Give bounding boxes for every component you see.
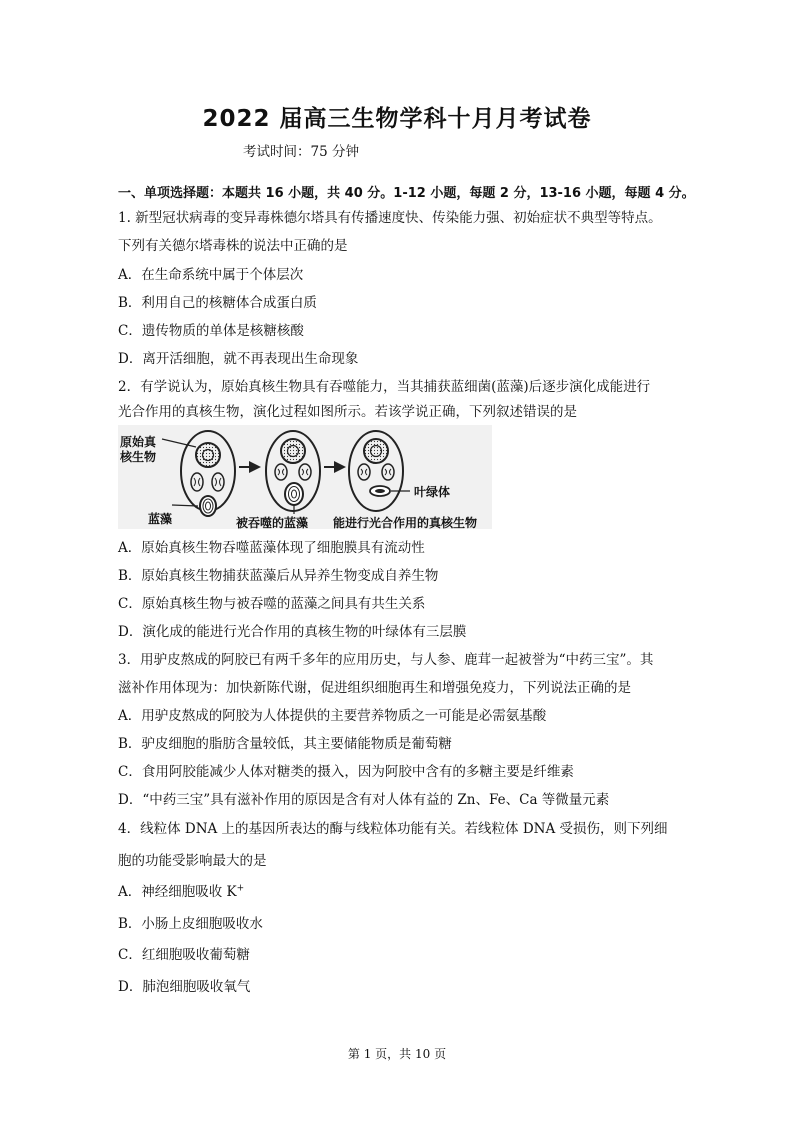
label-engulfed: 被吞噬的蓝藻 [236,516,309,530]
label-cyanobacterium: 蓝藻 [148,512,173,526]
label-chloroplast: 叶绿体 [414,485,451,499]
exam-title: 2022 届高三生物学科十月月考试卷 [202,106,592,132]
q3-option-a: A．用驴皮熬成的阿胶为人体提供的主要营养物质之一可能是必需氨基酸 [118,708,547,724]
q4-option-c: C．红细胞吸收葡萄糖 [118,947,250,963]
label-primitive-line2: 核生物 [120,450,157,464]
q1-stem-line1: 1. 新型冠状病毒的变异毒株德尔塔具有传播速度快、传染能力强、初始症状不典型等特点。 [118,210,662,226]
q3-option-b: B．驴皮细胞的脂肪含量较低，其主要储能物质是葡萄糖 [118,736,452,752]
q4-option-d: D．肺泡细胞吸收氧气 [118,979,251,995]
q4-option-a [118,880,244,900]
q2-stem-line2: 光合作用的真核生物，演化过程如图所示。若该学说正确，下列叙述错误的是 [118,404,577,420]
q3-stem-line1: 3．用驴皮熬成的阿胶已有两千多年的应用历史，与人参、鹿茸一起被誉为“中药三宝”。其 [118,652,654,668]
page-footer: 第 1 页，共 10 页 [347,1047,447,1061]
endosymbiosis-figure [118,425,492,529]
q1-option-d: D．离开活细胞，就不再表现出生命现象 [118,351,359,367]
q4-stem-line1: 4．线粒体 DNA 上的基因所表达的酶与线粒体功能有关。若线粒体 DNA 受损伤，则下列细 [118,821,668,837]
q4-option-a-text: A．神经细胞吸收 K [118,884,237,900]
q2-option-d: D．演化成的能进行光合作用的真核生物的叶绿体有三层膜 [118,624,467,640]
q1-option-c: C．遗传物质的单体是核糖核酸 [118,323,304,339]
q1-option-b: B．利用自己的核糖体合成蛋白质 [118,295,317,311]
q4-option-b: B．小肠上皮细胞吸收水 [118,916,263,932]
photosynthetic-eukaryote-cell [349,431,403,511]
exam-time: 考试时间：75 分钟 [243,144,359,160]
label-photosynthetic: 能进行光合作用的真核生物 [333,516,478,530]
label-primitive-line1: 原始真 [120,435,157,449]
potassium-charge: + [236,883,245,894]
section-heading: 一、单项选择题：本题共 16 小题，共 40 分。1-12 小题，每题 2 分，13-16 小题，每题 4 分。 [118,186,695,201]
q3-option-c: C．食用阿胶能减少人体对糖类的摄入，因为阿胶中含有的多糖主要是纤维素 [118,764,574,780]
engulfing-cell [266,431,320,511]
q2-option-c: C．原始真核生物与被吞噬的蓝藻之间具有共生关系 [118,596,426,612]
q3-stem-line2: 滋补作用体现为：加快新陈代谢，促进组织细胞再生和增强免疫力，下列说法正确的是 [118,680,631,696]
q1-option-a: A．在生命系统中属于个体层次 [118,267,304,283]
q2-stem-line1: 2．有学说认为，原始真核生物具有吞噬能力，当其捕获蓝细菌(蓝藻)后逐步演化成能进行 [118,379,651,395]
q4-stem-line2: 胞的功能受影响最大的是 [118,853,267,869]
q2-option-b: B．原始真核生物捕获蓝藻后从异养生物变成自养生物 [118,568,439,584]
q3-option-d: D．“中药三宝”具有滋补作用的原因是含有对人体有益的 Zn、Fe、Ca 等微量元素 [118,792,610,808]
q2-option-a: A．原始真核生物吞噬蓝藻体现了细胞膜具有流动性 [118,540,425,556]
cyanobacterium [200,496,216,516]
q1-stem-line2: 下列有关德尔塔毒株的说法中正确的是 [118,238,348,254]
